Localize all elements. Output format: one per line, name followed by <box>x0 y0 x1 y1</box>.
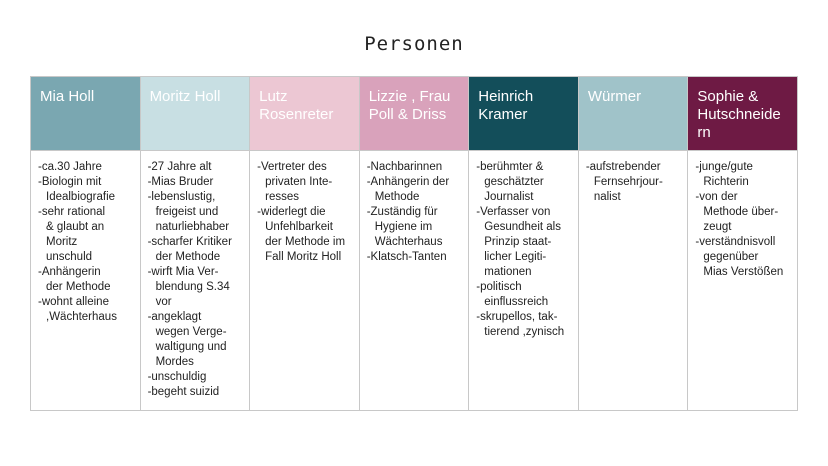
description-line: -wohnt alleine <box>38 296 109 308</box>
description-line: -Verfasser von <box>476 206 551 218</box>
column-header-3 <box>359 77 469 151</box>
description-line: Methode <box>374 191 420 203</box>
column-header-2 <box>250 77 360 151</box>
description-line: & glaubt an <box>46 221 105 233</box>
content-row <box>31 151 798 411</box>
header-name-line: Rosenreter <box>259 106 334 123</box>
description-line: -politisch <box>476 281 522 293</box>
description-line: -wirft Mia Ver- <box>147 266 219 278</box>
description-line: -ca.30 Jahre <box>38 161 102 173</box>
description-line: licher Legiti- <box>484 251 547 263</box>
header-name-line: Lutz <box>259 88 288 105</box>
description-line: -verständnisvoll <box>695 236 776 248</box>
header-name-line: Poll & Driss <box>368 106 447 123</box>
header-name-line: Heinrich <box>478 88 534 105</box>
column-content-5 <box>578 151 688 411</box>
description-line: der Methode im <box>265 236 346 248</box>
description-line: unschuld <box>46 251 93 263</box>
description-line: mationen <box>484 266 532 278</box>
description-line: -widerlegt die <box>257 206 326 218</box>
description-line: der Methode <box>46 281 111 293</box>
column-content-3 <box>359 151 469 411</box>
description-line: naturliebhaber <box>155 221 230 233</box>
description-line: Hygiene im <box>374 221 433 233</box>
description-line: -Mias Bruder <box>147 176 214 188</box>
description-line: Unfehlbarkeit <box>265 221 333 233</box>
description-line: Journalist <box>484 191 534 203</box>
description-line: blendung S.34 <box>155 281 230 293</box>
page-title: Personen <box>364 33 464 55</box>
column-content-0 <box>31 151 141 411</box>
description-line: vor <box>155 296 172 308</box>
column-header-5 <box>578 77 688 151</box>
description-line: gegenüber <box>703 251 759 263</box>
description-line: wegen Verge- <box>155 326 227 338</box>
header-name-line: Kramer <box>478 106 528 123</box>
column-content-6 <box>688 151 798 411</box>
header-row <box>31 77 798 151</box>
header-name-line: Hutschneide <box>697 106 781 123</box>
persons-table <box>30 76 798 411</box>
description-line: -begeht suizid <box>147 386 220 398</box>
description-line: -Nachbarinnen <box>366 161 443 173</box>
description-line: tierend ,zynisch <box>484 326 565 338</box>
description-line: Fernsehrjour- <box>593 176 663 188</box>
header-name-line: rn <box>697 124 711 141</box>
description-line: -aufstrebender <box>585 161 661 173</box>
header-name-line: Lizzie , Frau <box>368 88 451 105</box>
description-line: Richterin <box>703 176 749 188</box>
description-line: Gesundheit als <box>484 221 561 233</box>
description-line: waltigung und <box>155 341 227 353</box>
description-line: -Anhängerin der <box>366 176 450 188</box>
description-line: ,Wächterhaus <box>46 311 117 323</box>
description-line: nalist <box>593 191 621 203</box>
description-line: -junge/gute <box>695 161 753 173</box>
description-line: -Vertreter des <box>257 161 327 173</box>
description-line: -Biologin mit <box>38 176 102 188</box>
description-line: -lebenslustig, <box>147 191 216 203</box>
description-line: -berühmter & <box>476 161 544 173</box>
column-header-6 <box>688 77 798 151</box>
description-line: freigeist und <box>155 206 219 218</box>
description-line: -unschuldig <box>147 371 207 383</box>
column-content-2 <box>250 151 360 411</box>
column-header-1 <box>140 77 250 151</box>
header-name-line: Mia Holl <box>40 88 95 105</box>
description-line: Moritz <box>46 236 78 248</box>
header-name-line: Sophie & <box>697 88 759 105</box>
description-line: -Klatsch-Tanten <box>366 251 447 263</box>
description-line: -sehr rational <box>38 206 106 218</box>
description-line: resses <box>265 191 299 203</box>
description-line: Mordes <box>155 356 194 368</box>
description-line: -Anhängerin <box>38 266 101 278</box>
description-line: Methode über- <box>703 206 779 218</box>
description-line: Fall Moritz Holl <box>265 251 342 263</box>
description-line: zeugt <box>703 221 732 233</box>
header-name-line: Moritz Holl <box>149 88 221 105</box>
description-line: -27 Jahre alt <box>147 161 212 173</box>
description-line: Mias Verstößen <box>703 266 784 278</box>
column-content-1 <box>140 151 250 411</box>
description-line: geschätzter <box>484 176 544 188</box>
description-line: -Zuständig für <box>366 206 438 218</box>
description-line: -angeklagt <box>147 311 202 323</box>
column-header-4 <box>469 77 579 151</box>
description-line: einflussreich <box>484 296 549 308</box>
header-name-line: Würmer <box>587 88 642 105</box>
description-line: Prinzip staat- <box>484 236 552 248</box>
description-line: -von der <box>695 191 738 203</box>
description-line: Wächterhaus <box>374 236 443 248</box>
description-line: Idealbiografie <box>46 191 116 203</box>
column-header-0 <box>31 77 141 151</box>
column-content-4 <box>469 151 579 411</box>
description-line: privaten Inte- <box>265 176 333 188</box>
description-line: der Methode <box>155 251 221 263</box>
description-line: -scharfer Kritiker <box>147 236 232 248</box>
description-line: -skrupellos, tak- <box>476 311 558 323</box>
